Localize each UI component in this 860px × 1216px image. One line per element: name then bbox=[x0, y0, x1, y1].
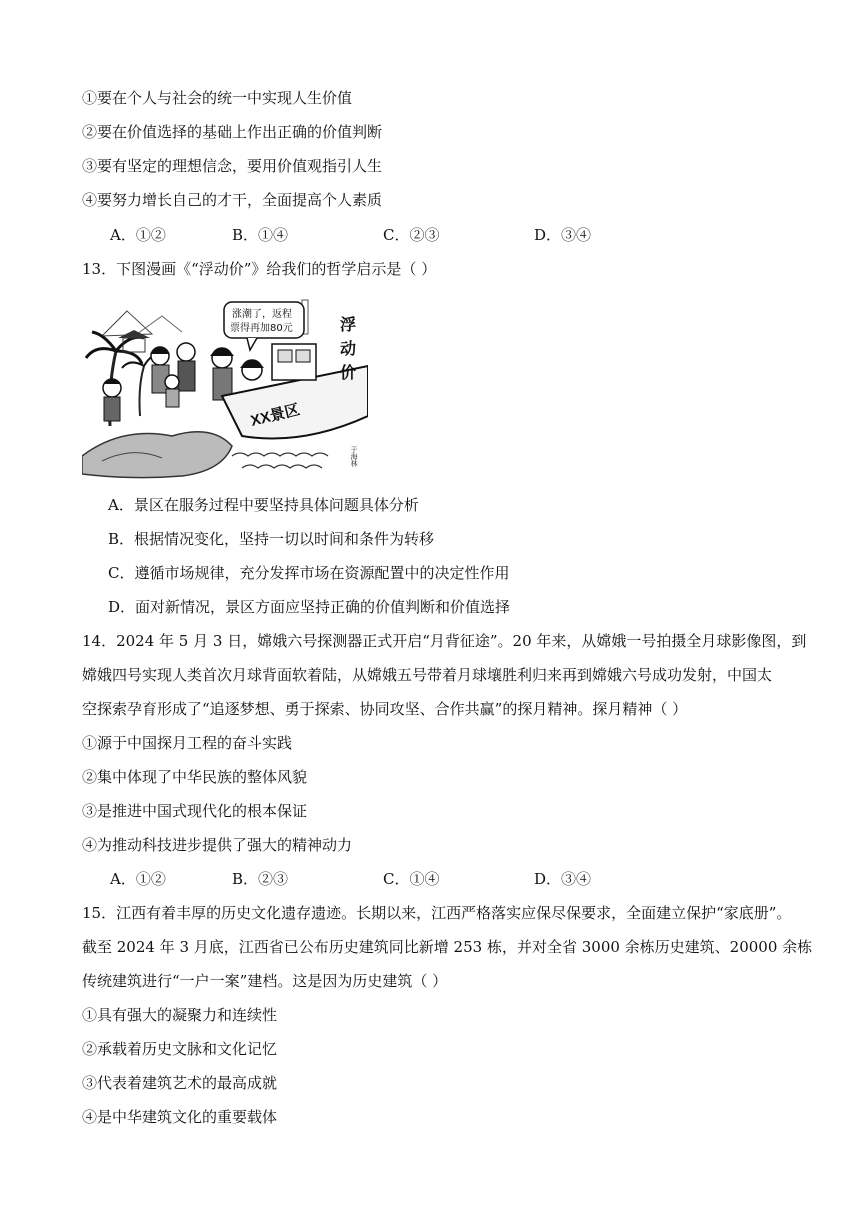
q12-item-2: ②要在价值选择的基础上作出正确的价值判断 bbox=[82, 123, 383, 141]
q13-option-b: B．根据情况变化，坚持一切以时间和条件为转移 bbox=[108, 530, 435, 548]
q15-item-1: ①具有强大的凝聚力和连续性 bbox=[82, 1006, 278, 1024]
q13-option-d: D．面对新情况，景区方面应坚持正确的价值判断和价值选择 bbox=[108, 598, 511, 616]
q12-item-3: ③要有坚定的理想信念，要用价值观指引人生 bbox=[82, 157, 383, 175]
q13-option-c: C．遵循市场规律，充分发挥市场在资源配置中的决定性作用 bbox=[108, 564, 510, 582]
q14-option-b: B．②③ bbox=[232, 870, 289, 888]
floating-price-cartoon bbox=[82, 296, 368, 480]
bubble-text-line1: 涨潮了，返程 bbox=[232, 309, 292, 320]
q14-item-4: ④为推动科技进步提供了强大的精神动力 bbox=[82, 836, 353, 854]
cartoon-title-char-2: 动 bbox=[340, 339, 357, 358]
tourists-group bbox=[103, 343, 234, 421]
q14-option-c: C．①④ bbox=[383, 870, 440, 888]
q14-stem-line-1: 14．2024 年 5 月 3 日，嫦娥六号探测器正式开启“月背征途”。20 年来，从嫦娥一号拍摄全月球影像图，到 bbox=[82, 632, 807, 650]
q15-stem-line-1: 15．江西有着丰厚的历史文化遗存遗迹。长期以来，江西严格落实应保尽保要求，全面建立保护“家底册”。 bbox=[82, 904, 792, 922]
q12-option-a: A．①② bbox=[110, 226, 166, 244]
q13-option-a: A．景区在服务过程中要坚持具体问题具体分析 bbox=[108, 496, 419, 514]
q15-item-2: ②承载着历史文脉和文化记忆 bbox=[82, 1040, 278, 1058]
cartoon-title-char-1: 浮 bbox=[340, 315, 357, 334]
boat bbox=[222, 344, 368, 439]
cartoon-title-char-3: 价 bbox=[340, 363, 357, 382]
q14-stem-line-2: 嫦娥四号实现人类首次月球背面软着陆，从嫦娥五号带着月球壤胜利归来再到嫦娥六号成功发射，中国太 bbox=[82, 666, 773, 684]
q14-stem-line-3: 空探索孕育形成了“追逐梦想、勇于探索、协同攻坚、合作共赢”的探月精神。探月精神（ ） bbox=[82, 700, 688, 718]
q13-stem: 13．下图漫画《“浮动价”》给我们的哲学启示是（ ） bbox=[82, 260, 437, 278]
q15-stem-line-2: 截至 2024 年 3 月底，江西省已公布历史建筑同比新增 253 栋，并对全省 3000 余栋历史建筑、20000 余栋 bbox=[82, 938, 813, 956]
boat-label: XX景区 bbox=[248, 401, 302, 430]
q12-option-b: B．①④ bbox=[232, 226, 289, 244]
cartoon-signature: 于海林 bbox=[350, 446, 358, 467]
q14-item-3: ③是推进中国式现代化的根本保证 bbox=[82, 802, 308, 820]
q12-option-d: D．③④ bbox=[534, 226, 592, 244]
bubble-text-line2: 票得再加80元 bbox=[230, 323, 293, 334]
q14-item-1: ①源于中国探月工程的奋斗实践 bbox=[82, 734, 293, 752]
q12-option-c: C．②③ bbox=[383, 226, 440, 244]
q14-option-d: D．③④ bbox=[534, 870, 592, 888]
q15-item-4: ④是中华建筑文化的重要载体 bbox=[82, 1108, 278, 1126]
q14-item-2: ②集中体现了中华民族的整体风貌 bbox=[82, 768, 308, 786]
q15-item-3: ③代表着建筑艺术的最高成就 bbox=[82, 1074, 278, 1092]
q12-item-4: ④要努力增长自己的才干，全面提高个人素质 bbox=[82, 191, 383, 209]
q14-option-a: A．①② bbox=[110, 870, 166, 888]
q15-stem-line-3: 传统建筑进行“一户一案”建档。这是因为历史建筑（ ） bbox=[82, 972, 448, 990]
speech-bubble bbox=[224, 302, 304, 350]
q12-item-1: ①要在个人与社会的统一中实现人生价值 bbox=[82, 89, 353, 107]
